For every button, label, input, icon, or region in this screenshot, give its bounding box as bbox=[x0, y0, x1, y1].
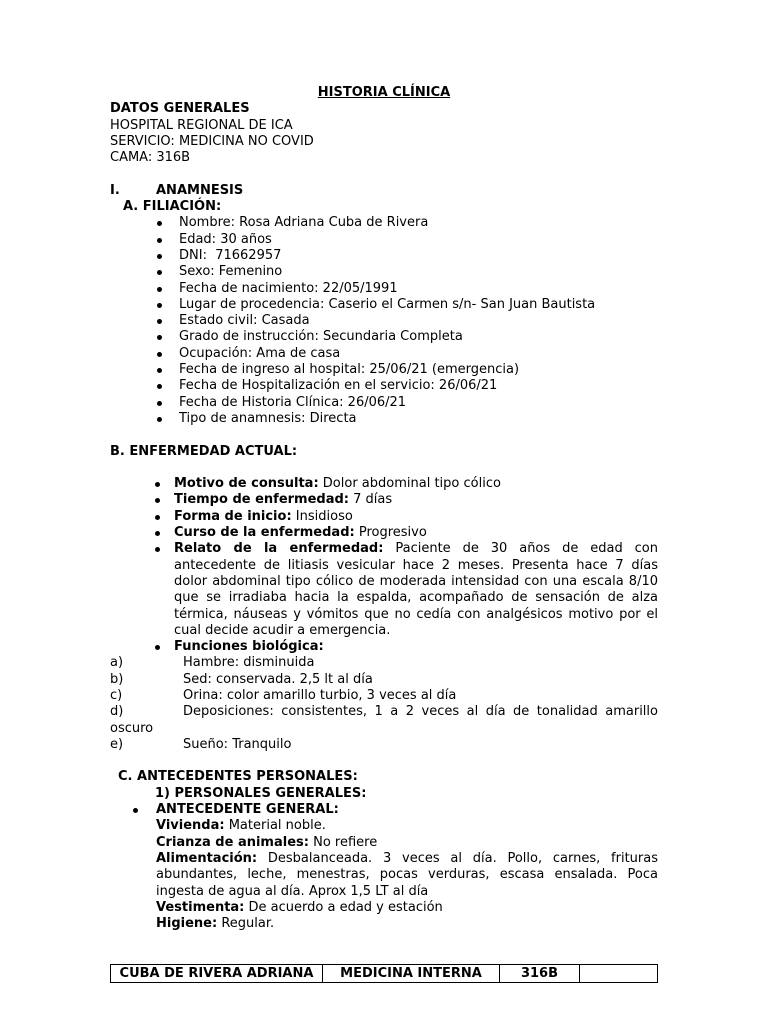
list-item bbox=[110, 492, 658, 508]
list-item: Fecha de Hospitalización en el servicio: 26/06/21 bbox=[110, 378, 658, 394]
list-item: Estado civil: Casada bbox=[110, 313, 658, 329]
funcion-key: c) bbox=[110, 687, 123, 703]
general-bed: CAMA: 316B bbox=[110, 150, 191, 166]
funcion-row bbox=[110, 672, 658, 688]
list-item: DNI: 71662957 bbox=[110, 248, 658, 264]
antecedentes-heading: C. ANTECEDENTES PERSONALES: bbox=[118, 769, 358, 785]
funcion-wrap: oscuro bbox=[110, 720, 154, 736]
table-row bbox=[111, 965, 658, 983]
vivienda-line bbox=[156, 818, 658, 834]
list-item: Fecha de ingreso al hospital: 25/06/21 (emergencia) bbox=[110, 362, 658, 378]
enfermedad-heading: B. ENFERMEDAD ACTUAL: bbox=[110, 443, 298, 459]
funcion-row bbox=[110, 655, 658, 671]
antecedentes-body bbox=[110, 818, 658, 932]
footer-patient: CUBA DE RIVERA ADRIANA bbox=[111, 965, 323, 983]
list-item: Tipo de anamnesis: Directa bbox=[110, 411, 658, 427]
higiene-value: Regular. bbox=[217, 916, 275, 932]
item-label: Tiempo de enfermedad: bbox=[174, 492, 349, 508]
funcion-value: Hambre: disminuida bbox=[183, 655, 315, 671]
list-item: Grado de instrucción: Secundaria Completa bbox=[110, 329, 658, 345]
item-label: Funciones biológica: bbox=[174, 639, 324, 655]
funcion-value: Sed: conservada. 2,5 lt al día bbox=[183, 671, 373, 687]
list-item bbox=[110, 509, 658, 525]
antecedentes-sub: 1) PERSONALES GENERALES: bbox=[155, 785, 367, 801]
item-label: Motivo de consulta: bbox=[174, 476, 319, 492]
crianza-label: Crianza de animales: bbox=[156, 834, 309, 850]
funcion-key: e) bbox=[110, 736, 124, 752]
funcion-row bbox=[110, 737, 658, 753]
general-service: SERVICIO: MEDICINA NO COVID bbox=[110, 133, 314, 149]
alimentacion-label: Alimentación: bbox=[156, 850, 258, 866]
anamnesis-number: I. bbox=[110, 182, 120, 198]
item-value: Dolor abdominal tipo cólico bbox=[318, 476, 501, 492]
item-value: Insidioso bbox=[291, 508, 353, 524]
list-item: Ocupación: Ama de casa bbox=[110, 346, 658, 362]
list-item bbox=[110, 541, 658, 639]
item-value: Progresivo bbox=[354, 525, 427, 541]
higiene-label: Higiene: bbox=[156, 916, 218, 932]
vivienda-value: Material noble. bbox=[224, 818, 326, 834]
list-item: Lugar de procedencia: Caserio el Carmen s/n- San Juan Bautista bbox=[110, 297, 658, 313]
footer-bed: 316B bbox=[500, 965, 580, 983]
filiacion-heading: A. FILIACIÓN: bbox=[123, 199, 222, 215]
antecedente-general: ANTECEDENTE GENERAL: bbox=[110, 802, 658, 818]
vestimenta-line bbox=[156, 900, 658, 916]
item-value: 7 días bbox=[349, 492, 393, 508]
vestimenta-label: Vestimenta: bbox=[156, 899, 245, 915]
funcion-key: a) bbox=[110, 655, 124, 671]
higiene-line bbox=[156, 916, 658, 932]
general-heading: DATOS GENERALES bbox=[110, 101, 250, 117]
funcion-key: d) bbox=[110, 704, 124, 720]
list-item bbox=[110, 639, 658, 655]
funcion-value: Orina: color amarillo turbio, 3 veces al día bbox=[183, 687, 457, 703]
list-item: Fecha de nacimiento: 22/05/1991 bbox=[110, 281, 658, 297]
funcion-value: Deposiciones: consistentes, 1 a 2 veces al día de tonalidad amarillo bbox=[183, 704, 658, 720]
item-label: Forma de inicio: bbox=[174, 508, 292, 524]
document-page bbox=[110, 85, 658, 932]
enfermedad-list bbox=[110, 476, 658, 655]
crianza-value: No refiere bbox=[308, 834, 378, 850]
crianza-line bbox=[156, 835, 658, 851]
footer-table bbox=[110, 964, 658, 983]
list-item bbox=[110, 476, 658, 492]
general-hospital: HOSPITAL REGIONAL DE ICA bbox=[110, 117, 293, 133]
footer-empty bbox=[580, 965, 658, 983]
list-item: Fecha de Historia Clínica: 26/06/21 bbox=[110, 395, 658, 411]
filiacion-list bbox=[110, 215, 658, 427]
footer-department: MEDICINA INTERNA bbox=[323, 965, 500, 983]
funcion-key: b) bbox=[110, 671, 124, 687]
alimentacion-value: Desbalanceada. 3 veces al día. Pollo, carnes, frituras abundantes, leche, menestras, pocas verduras, escasa ensalada. Poca ingesta de agua al día. Aprox 1,5 LT al día bbox=[156, 850, 658, 899]
item-label: Curso de la enfermedad: bbox=[174, 525, 355, 541]
anamnesis-heading bbox=[110, 183, 658, 199]
alimentacion-line bbox=[156, 851, 658, 900]
funcion-value: Sueño: Tranquilo bbox=[183, 736, 292, 752]
item-value: Paciente de 30 años de edad con antecedente de litiasis vesicular hace 2 meses. Presenta hace 7 días dolor abdominal tipo cólico de moderada intensidad con una escala 8/10 que se irradiaba hacia la espalda, acompañado de sensación de alza térmica, náuseas y vómitos que no cedía con analgésicos motivo por el cual decide acudir a emergencia. bbox=[174, 541, 659, 638]
funcion-row bbox=[110, 704, 658, 720]
list-item: Sexo: Femenino bbox=[110, 264, 658, 280]
item-label: Relato de la enfermedad: bbox=[174, 541, 384, 557]
funcion-row bbox=[110, 688, 658, 704]
list-item: Nombre: Rosa Adriana Cuba de Rivera bbox=[110, 215, 658, 231]
vivienda-label: Vivienda: bbox=[156, 818, 225, 834]
anamnesis-title: ANAMNESIS bbox=[156, 182, 244, 198]
list-item: Edad: 30 años bbox=[110, 232, 658, 248]
vestimenta-value: De acuerdo a edad y estación bbox=[244, 899, 443, 915]
document-title: HISTORIA CLÍNICA bbox=[317, 85, 451, 100]
list-item bbox=[110, 525, 658, 541]
